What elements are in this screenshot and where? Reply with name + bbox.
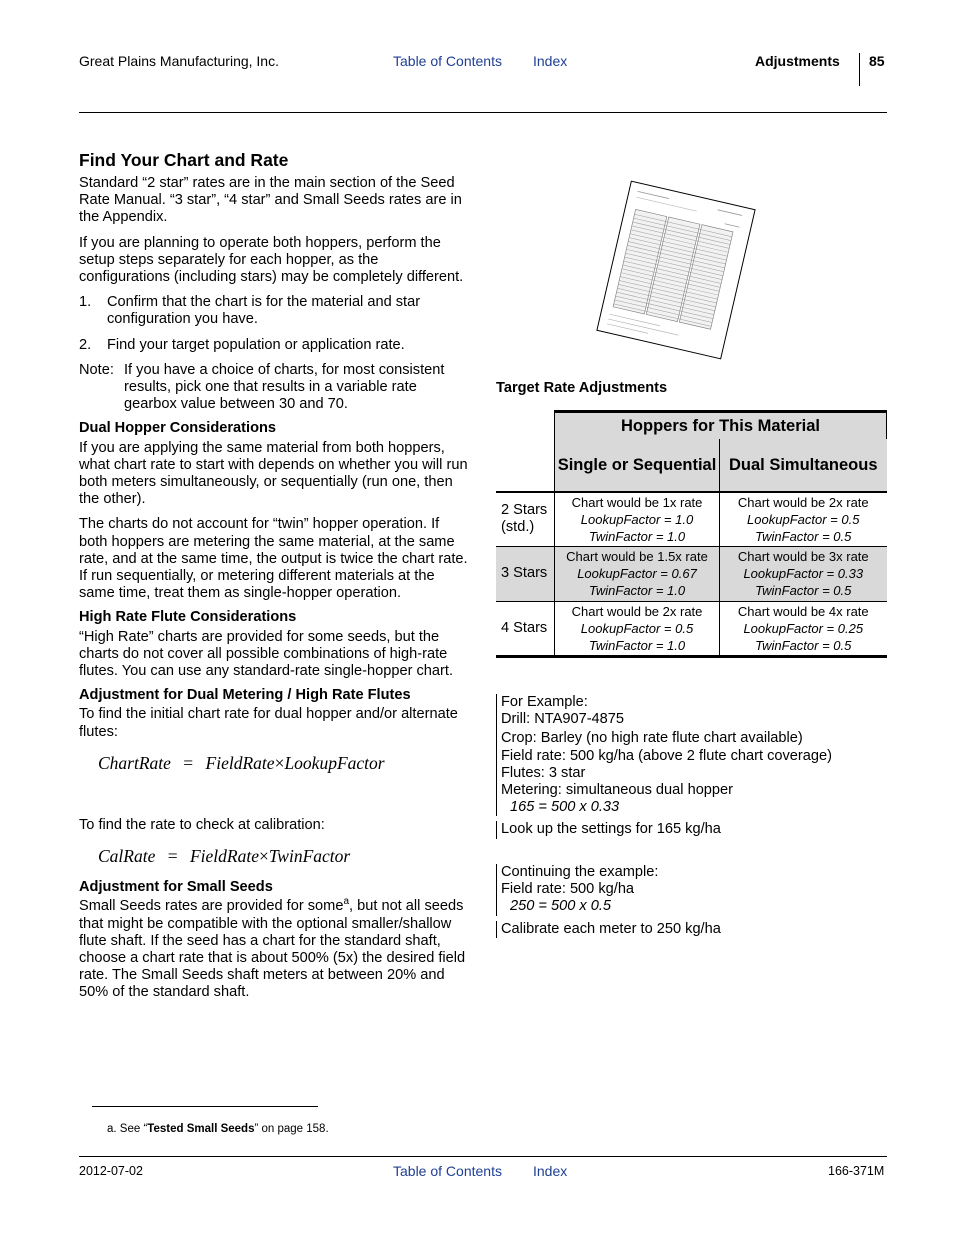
formula-times: × bbox=[259, 846, 269, 867]
lookup-factor: LookupFactor = 1.0 bbox=[580, 511, 694, 527]
step-2 bbox=[79, 337, 469, 354]
formula-equals: = bbox=[183, 752, 194, 773]
twin-factor: TwinFactor = 1.0 bbox=[588, 528, 686, 544]
section-title: Adjustments bbox=[755, 53, 840, 69]
small-seeds-heading: Adjustment for Small Seeds bbox=[79, 879, 273, 896]
example-line: For Example: bbox=[501, 694, 588, 710]
index-link-top[interactable]: Index bbox=[533, 53, 568, 69]
header-divider bbox=[859, 53, 860, 86]
table-column-header-row bbox=[496, 439, 887, 492]
example-2-details bbox=[496, 864, 887, 916]
footnote-marker: a. bbox=[107, 1123, 117, 1135]
lookup-factor: LookupFactor = 0.67 bbox=[577, 566, 697, 581]
example-line: Metering: simultaneous dual hopper bbox=[501, 782, 734, 799]
twin-factor: TwinFactor = 0.5 bbox=[755, 528, 852, 544]
intro-paragraph-2: If you are planning to operate both hoppers, perform the setup steps separately for each hopper, as the configurations (including stars) may be completely different. bbox=[79, 234, 464, 286]
chart-rate-text: Chart would be 3x rate bbox=[737, 549, 869, 564]
formula-equals: = bbox=[167, 846, 178, 867]
column-header-dual: Dual Simultaneous bbox=[720, 439, 887, 492]
example-box-1 bbox=[496, 694, 887, 839]
example-result: Calibrate each meter to 250 kg/ha bbox=[496, 921, 887, 938]
row-label: 3 Stars bbox=[496, 546, 555, 601]
table-row bbox=[496, 492, 887, 546]
single-cell bbox=[555, 546, 720, 601]
step-number: 2. bbox=[79, 336, 92, 353]
example-box-2 bbox=[496, 864, 887, 938]
single-cell bbox=[555, 601, 720, 656]
lookup-factor: LookupFactor = 0.5 bbox=[747, 511, 860, 527]
twin-factor: TwinFactor = 0.5 bbox=[755, 637, 852, 653]
footnote-ref[interactable]: a bbox=[343, 896, 349, 908]
table-group-header-row bbox=[496, 412, 887, 440]
footer-date: 2012-07-02 bbox=[79, 1164, 143, 1178]
formula-lhs: ChartRate bbox=[98, 752, 171, 773]
lookup-factor: LookupFactor = 0.25 bbox=[743, 620, 864, 636]
formula-lhs: CalRate bbox=[98, 846, 156, 867]
row-label: 2 Stars (std.) bbox=[496, 492, 555, 546]
footer-rule bbox=[79, 1156, 887, 1157]
doc-number: 166-371M bbox=[828, 1164, 885, 1178]
example-line: Field rate: 500 kg/ha bbox=[501, 881, 635, 898]
index-link-bottom[interactable]: Index bbox=[533, 1163, 568, 1179]
column-header-single: Single or Sequential bbox=[555, 439, 720, 492]
formula-times: × bbox=[274, 752, 285, 773]
page-title: Find Your Chart and Rate bbox=[79, 150, 289, 170]
dual-cell bbox=[720, 601, 887, 656]
step-1 bbox=[79, 294, 469, 328]
table-caption: Target Rate Adjustments bbox=[496, 380, 668, 396]
twin-factor: TwinFactor = 1.0 bbox=[588, 637, 686, 653]
formula-term-b: LookupFactor bbox=[284, 752, 385, 773]
twin-factor: TwinFactor = 1.0 bbox=[588, 583, 686, 598]
chart-rate-formula bbox=[98, 752, 469, 774]
note-text: If you have a choice of charts, for most consistent results, pick one that results in a variable rate gearbox value between 30 and 70. bbox=[124, 361, 445, 413]
example-line: Flutes: 3 star bbox=[501, 764, 586, 781]
small-seeds-paragraph: Small Seeds rates are provided for some$^a$, but not all seeds that might be compatible with the optional smaller/shallow flute shaft. If the seed has a chart for the standard shaft, choose a chart rate that is about 500% (5x) the desired field rate. The Small Seeds shaft meters at between 20% and 50% of the standard shaft. bbox=[79, 896, 466, 1001]
lookup-factor: LookupFactor = 0.33 bbox=[743, 566, 864, 581]
toc-link-top[interactable]: Table of Contents bbox=[393, 53, 502, 69]
formula-term-a: FieldRate bbox=[189, 846, 259, 867]
company-name: Great Plains Manufacturing, Inc. bbox=[79, 53, 279, 69]
example-line: Crop: Barley (no high rate flute chart available) bbox=[501, 730, 803, 747]
note bbox=[79, 362, 469, 414]
footnote-link-text[interactable]: Tested Small Seeds bbox=[147, 1123, 255, 1135]
step-number: 1. bbox=[79, 294, 92, 311]
step-text: Confirm that the chart is for the material and star configuration you have. bbox=[107, 294, 421, 328]
note-label: Note: bbox=[79, 361, 114, 378]
calibration-paragraph: To find the rate to check at calibration: bbox=[79, 816, 325, 833]
formula-term-a: FieldRate bbox=[205, 752, 275, 773]
footnote: a. See “Tested Small Seeds” on page 158. bbox=[107, 1123, 329, 1135]
dual-cell bbox=[720, 546, 887, 601]
rate-chart-thumbnail-graphic bbox=[598, 182, 755, 358]
dual-metering-heading: Adjustment for Dual Metering / High Rate Flutes bbox=[79, 687, 411, 704]
dual-cell bbox=[720, 492, 887, 546]
target-rate-table bbox=[496, 410, 887, 658]
chart-rate-text: Chart would be 4x rate bbox=[737, 603, 869, 619]
single-cell bbox=[555, 492, 720, 546]
header-rule bbox=[79, 112, 887, 113]
example-line: Continuing the example: bbox=[501, 864, 659, 880]
example-1-details bbox=[496, 694, 887, 816]
chart-rate-text: Chart would be 1x rate bbox=[571, 494, 703, 510]
dual-metering-paragraph: To find the initial chart rate for dual hopper and/or alternate flutes: bbox=[79, 706, 458, 740]
rate-chart-thumbnail bbox=[596, 181, 755, 360]
example-line: Drill: NTA907-4875 bbox=[501, 711, 625, 728]
footnote-rule bbox=[92, 1106, 318, 1107]
dual-hopper-paragraph-2: The charts do not account for “twin” hopper operation. If both hoppers are metering the same material, at the same rate, and at the same time, the output is twice the chart rate. If run sequentially, or metering different materials at the same time, treat them as single-hopper operation. bbox=[79, 516, 468, 602]
table-corner-cell bbox=[496, 412, 555, 493]
example-line: Field rate: 500 kg/ha (above 2 flute chart coverage) bbox=[501, 747, 832, 764]
formula-term-b: TwinFactor bbox=[268, 846, 351, 867]
example-calculation: 165 = 500 x 0.33 bbox=[510, 799, 620, 816]
row-label: 4 Stars bbox=[496, 601, 555, 656]
cal-rate-formula bbox=[98, 845, 469, 867]
chart-rate-text: Chart would be 2x rate bbox=[737, 494, 869, 510]
page-number: 85 bbox=[869, 53, 885, 69]
chart-rate-text: Chart would be 2x rate bbox=[571, 603, 703, 619]
high-rate-heading: High Rate Flute Considerations bbox=[79, 609, 297, 626]
table-group-header: Hoppers for This Material bbox=[555, 412, 887, 440]
high-rate-paragraph: “High Rate” charts are provided for some seeds, but the charts do not cover all possible combinations of high-rate flutes. You can use any standard-rate single-hopper chart. bbox=[79, 628, 453, 680]
example-result: Look up the settings for 165 kg/ha bbox=[496, 821, 887, 838]
table-row bbox=[496, 546, 887, 601]
left-column bbox=[79, 150, 469, 1002]
intro-paragraph-1: Standard “2 star” rates are in the main section of the Seed Rate Manual. “3 star”, “4 star” and Small Seeds rates are in the Appendix. bbox=[79, 175, 462, 226]
twin-factor: TwinFactor = 0.5 bbox=[755, 583, 852, 598]
dual-hopper-heading: Dual Hopper Considerations bbox=[79, 420, 277, 437]
step-text: Find your target population or application rate. bbox=[107, 336, 405, 353]
lookup-factor: LookupFactor = 0.5 bbox=[580, 620, 694, 636]
table-row bbox=[496, 601, 887, 656]
toc-link-bottom[interactable]: Table of Contents bbox=[393, 1163, 502, 1179]
dual-hopper-paragraph-1: If you are applying the same material from both hoppers, what chart rate to start with depends on whether you will run both meters simultaneously, or sequentially (run one, then the other). bbox=[79, 439, 468, 508]
example-calculation: 250 = 500 x 0.5 bbox=[510, 898, 612, 915]
chart-rate-text: Chart would be 1.5x rate bbox=[566, 549, 708, 564]
